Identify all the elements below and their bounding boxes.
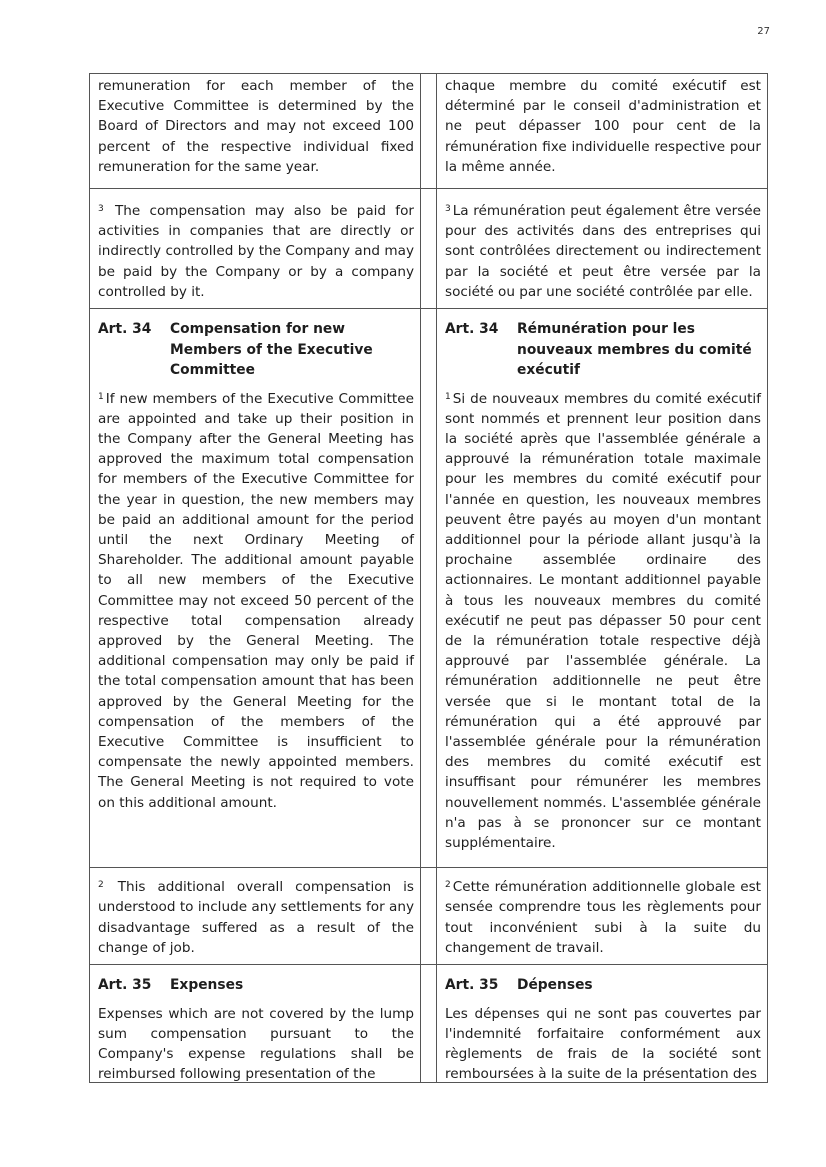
article-heading (98, 975, 414, 996)
english-cell (90, 965, 421, 1083)
paragraph-text: Cette rémunération additionnelle globale est sensée comprendre tous les règlements pour tout inconvénient subi à la suite du changement de travail. (445, 879, 761, 956)
english-cell (90, 868, 421, 965)
french-cell (437, 74, 768, 189)
paragraph-text: La rémunération peut également être versée pour des activités dans des entreprises qui sont contrôlées directement ou indirectement par la société et peut être versée par la société ou par une société contrôlée par elle. (445, 203, 761, 300)
article-title: Compensation for new Members of the Executive Committee (170, 321, 373, 379)
article-title: Expenses (170, 977, 244, 993)
paragraph-number: 2 (445, 880, 451, 891)
article-number: Art. 34 (98, 321, 152, 338)
english-paragraph: remuneration for each member of the Executive Committee is determined by the Board of Directors and may not exceed 100 percent of the respective individual fixed remuneration for the same year. (98, 78, 414, 175)
table-row (90, 74, 768, 189)
article-title: Dépenses (517, 977, 593, 993)
paragraph-number: 2 (98, 880, 104, 891)
paragraph-number: 3 (445, 204, 451, 214)
english-cell (90, 189, 421, 309)
french-paragraph: Les dépenses qui ne sont pas couvertes par l'indemnité forfaitaire conformément aux règlements de frais de la société sont remboursées à la suite de la présentation des (445, 1005, 761, 1082)
column-separator (421, 74, 437, 189)
paragraph-text: Si de nouveaux membres du comité exécutif sont nommés et prennent leur position dans la société après que l'assemblée générale a approuvé la rémunération totale maximale pour les membres du comité exécutif pour l'année en question, les nouveaux membres peuvent être payés au moyen d'un montant additionnel pour la période allant jusqu'à la prochaine assemblée ordinaire des actionnaires. Le montant additionnel payable à tous les nouveaux membres du comité exécutif ne peut pas dépasser 50 pour cent de la rémunération totale respective déjà approuvé par l'assemblée générale. La rémunération additionnelle ne peut être versée que si le montant total de la rémunération qui a été approuvé par l'assemblée générale pour la rémunération des membres du comité exécutif est insuffisant pour rémunérer les membres nouvellement nommés. L'assemblée générale n'a pas à se prononcer sur ce montant supplémentaire. (445, 390, 761, 851)
paragraph-clip (98, 1004, 414, 1082)
paragraph-number: 1 (98, 391, 104, 402)
page-number: 27 (757, 26, 770, 37)
column-separator (421, 965, 437, 1083)
english-paragraph (98, 389, 414, 813)
article-number: Art. 35 (445, 977, 499, 993)
table-row (90, 189, 768, 309)
english-paragraph (98, 877, 414, 958)
english-cell (90, 309, 421, 868)
french-cell (437, 309, 768, 868)
french-cell (437, 965, 768, 1083)
paragraph-number: 1 (445, 391, 451, 402)
article-heading (445, 975, 761, 996)
table-row (90, 868, 768, 965)
english-paragraph (98, 201, 414, 302)
paragraph-clip (445, 1004, 761, 1082)
paragraph-text: The compensation may also be paid for activities in companies that are directly or indirectly controlled by the Company and may be paid by the Company or by a company controlled by it. (98, 203, 414, 300)
english-paragraph: Expenses which are not covered by the lump sum compensation pursuant to the Company's expense regulations shall be reimbursed following presentation of the (98, 1005, 414, 1082)
paragraph-text: If new members of the Executive Committee are appointed and take up their position in the Company after the General Meeting has approved the maximum total compensation for members of the Executive Committee for the year in question, the new members may be paid an additional amount for the period until the next Ordinary Meeting of Shareholder. The additional amount payable to all new members of the Executive Committee may not exceed 50 percent of the respective total compensation already approved by the General Meeting. The additional compensation may only be paid if the total compensation amount that has been approved by the General Meeting for the compensation of the members of the Executive Committee is insufficient to compensate the newly appointed members. The General Meeting is not required to vote on this additional amount. (98, 390, 414, 811)
table-row (90, 309, 768, 868)
french-paragraph (445, 877, 761, 958)
french-cell (437, 189, 768, 309)
column-separator (421, 189, 437, 309)
french-paragraph (445, 201, 761, 302)
column-separator (421, 868, 437, 965)
french-paragraph (445, 389, 761, 854)
article-number: Art. 35 (98, 977, 152, 993)
article-title: Rémunération pour les nouveaux membres du comité exécutif (517, 321, 752, 379)
paragraph-number: 3 (98, 204, 104, 214)
bilingual-articles-table (89, 73, 768, 1083)
column-separator (421, 309, 437, 868)
article-number: Art. 34 (445, 321, 499, 338)
table-row (90, 965, 768, 1083)
english-cell (90, 74, 421, 189)
article-heading (445, 319, 761, 381)
article-heading (98, 319, 414, 381)
paragraph-text: This additional overall compensation is understood to include any settlements for any disadvantage suffered as a result of the change of job. (98, 879, 414, 956)
french-cell (437, 868, 768, 965)
french-paragraph: chaque membre du comité exécutif est déterminé par le conseil d'administration et ne peut dépasser 100 pour cent de la rémunération fixe individuelle respective pour la même année. (445, 78, 761, 175)
